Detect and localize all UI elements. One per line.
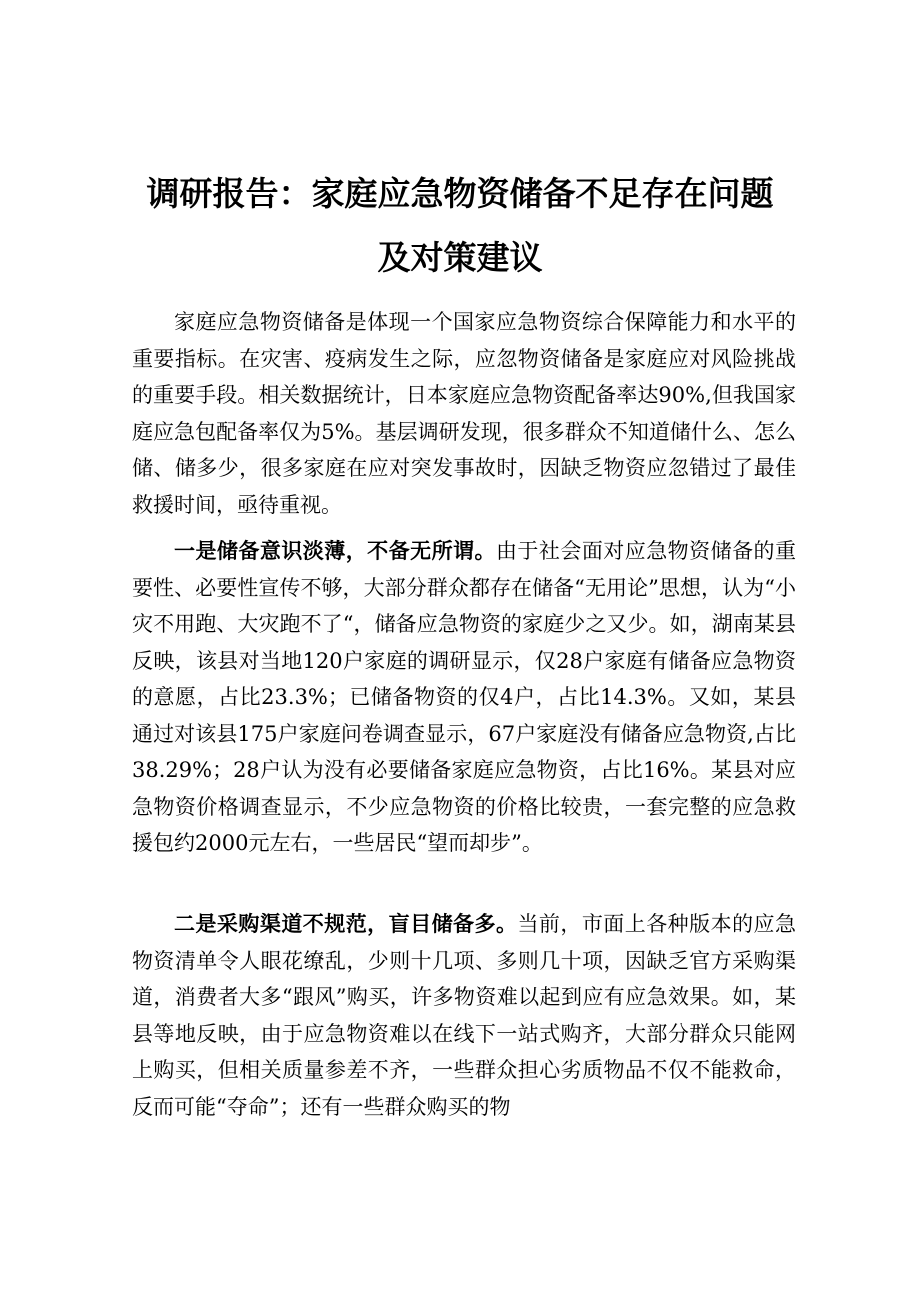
paragraph-text: 由于社会面对应急物资储备的重要性、必要性宣传不够，大部分群众都存在储备“无用论”思想，认为“小灾不用跑、大灾跑不了“，储备应急物资的家庭少之又少。如，湖南某县反映，该县对当地120户家庭的调研显示，仅28户家庭有储备应急物资的意愿，占比23.3%；已储备物资的仅4户，占比14.3%。又如，某县通过对该县175户家庭问卷调查显示，67户家庭没有储备应急物资,占比38.29%；28户认为没有必要储备家庭应急物资，占比16%。某县对应急物资价格调查显示，不少应急物资的价格比较贵，一套完整的应急救援包约2000元左右，一些居民“望而却步”。 [132, 539, 797, 855]
document-title-line-1: 调研报告：家庭应急物资储备不足存在问题 [146, 174, 774, 213]
paragraph-text: 家庭应急物资储备是体现一个国家应急物资综合保障能力和水平的重要指标。在灾害、疫病发生之际，应忽物资储备是家庭应对风险挑战的重要手段。相关数据统计，日本家庭应急物资配备率达90%,但我国家庭应急包配备率仅为5%。基层调研发现，很多群众不知道储什么、怎么储、储多少，很多家庭在应对突发事故时，因缺乏物资应忽错过了最佳救援时间，亟待重视。 [132, 310, 796, 517]
paragraph-intro [132, 304, 796, 523]
paragraph-point-1 [132, 533, 796, 862]
paragraph-lead: 一是储备意识淡薄，不备无所谓。 [174, 539, 496, 563]
paragraph-text: 当前，市面上各种版本的应急物资清单令人眼花缭乱，少则十几项、多则几十项，因缺乏官方采购渠道，消费者大多“跟风”购买，许多物资难以起到应有应急效果。如，某县等地反映，由于应急物资难以在线下一站式购齐，大部分群众只能网上购买，但相关质量参差不齐，一些群众担心劣质物品不仅不能救命，反而可能“夺命”；还有一些群众购买的物 [132, 912, 797, 1119]
paragraph-lead: 二是采购渠道不规范，盲目储备多。 [174, 912, 518, 936]
document-title-line-2: 及对策建议 [377, 238, 543, 277]
paragraph-point-2 [132, 906, 796, 1125]
